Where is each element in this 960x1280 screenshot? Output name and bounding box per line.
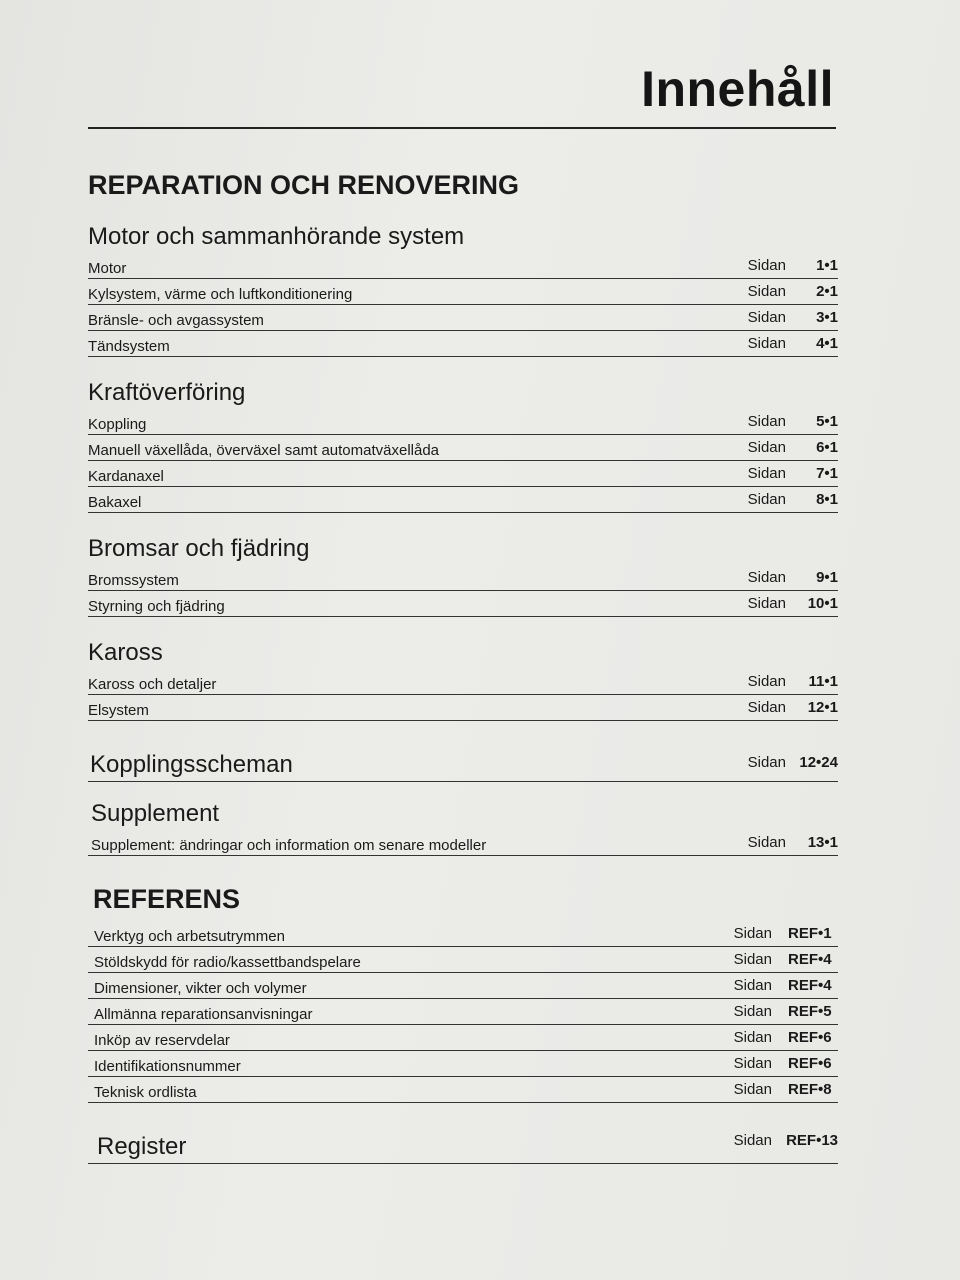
sidan-label: Sidan xyxy=(733,1081,772,1098)
page-number: 2•1 xyxy=(816,283,838,300)
toc-entry[interactable] xyxy=(88,591,838,617)
page-number: 13•1 xyxy=(807,834,838,851)
entry-label: Verktyg och arbetsutrymmen xyxy=(94,928,285,945)
page-title: Innehåll xyxy=(641,61,834,117)
sidan-label: Sidan xyxy=(747,257,786,274)
page-number: REF•6 xyxy=(788,1029,832,1046)
entry-label: Allmänna reparationsanvisningar xyxy=(94,1006,313,1023)
sidan-label: Sidan xyxy=(733,1132,772,1149)
sidan-label: Sidan xyxy=(747,413,786,430)
sidan-label: Sidan xyxy=(747,283,786,300)
toc-entry[interactable] xyxy=(88,461,838,487)
entry-label: Stöldskydd för radio/kassettbandspelare xyxy=(94,954,361,971)
repair-groups xyxy=(88,223,838,721)
entry-label: Motor xyxy=(88,260,127,277)
toc-entry[interactable] xyxy=(88,695,838,721)
sidan-label: Sidan xyxy=(733,1029,772,1046)
sidan-label: Sidan xyxy=(747,309,786,326)
toc-entry[interactable] xyxy=(88,305,838,331)
page-number: REF•8 xyxy=(788,1081,832,1098)
toc-entry[interactable] xyxy=(88,830,838,856)
page-number: 11•1 xyxy=(808,673,838,690)
toc-group xyxy=(88,223,838,357)
sidan-label: Sidan xyxy=(733,1003,772,1020)
sidan-label: Sidan xyxy=(747,699,786,716)
entry-label: Bränsle- och avgassystem xyxy=(88,312,264,329)
entry-label: Elsystem xyxy=(88,702,149,719)
page-number: REF•4 xyxy=(788,977,832,994)
page-number: 1•1 xyxy=(816,257,838,274)
sidan-label: Sidan xyxy=(747,673,786,690)
sidan-label: Sidan xyxy=(747,754,786,771)
toc-content xyxy=(88,170,838,1164)
toc-entry[interactable] xyxy=(88,1051,838,1077)
toc-entry[interactable] xyxy=(88,409,838,435)
sidan-label: Sidan xyxy=(747,335,786,352)
entry-label: Styrning och fjädring xyxy=(88,598,225,615)
page-number: 3•1 xyxy=(816,309,838,326)
section-title-repair: REPARATION OCH RENOVERING xyxy=(88,170,520,200)
page-number: 5•1 xyxy=(816,413,838,430)
entry-label: Identifikationsnummer xyxy=(94,1058,241,1075)
supplement-group xyxy=(88,800,838,856)
reference-rows xyxy=(88,921,838,1103)
toc-entry[interactable] xyxy=(88,331,838,357)
page-number: REF•4 xyxy=(788,951,832,968)
register-title: Register xyxy=(97,1133,187,1160)
entry-label: Inköp av reservdelar xyxy=(94,1032,230,1049)
page-number: REF•6 xyxy=(788,1055,832,1072)
sidan-label: Sidan xyxy=(747,439,786,456)
page-number: REF•13 xyxy=(786,1132,838,1149)
reference-section xyxy=(88,884,838,1103)
entry-label: Manuell växellåda, överväxel samt automatväxellåda xyxy=(88,442,440,459)
toc-entry[interactable] xyxy=(88,253,838,279)
entry-label: Tändsystem xyxy=(88,338,170,355)
page-number: 6•1 xyxy=(816,439,838,456)
toc-entry[interactable] xyxy=(88,435,838,461)
page-number: REF•5 xyxy=(788,1003,832,1020)
entry-label: Koppling xyxy=(88,416,147,433)
section-title-reference: REFERENS xyxy=(93,884,241,914)
entry-label: Bakaxel xyxy=(88,494,142,511)
page-number: 9•1 xyxy=(816,569,838,586)
sidan-label: Sidan xyxy=(733,925,772,942)
toc-entry[interactable] xyxy=(88,947,838,973)
sidan-label: Sidan xyxy=(747,465,786,482)
page-number: 7•1 xyxy=(816,465,838,482)
sidan-label: Sidan xyxy=(747,595,786,612)
toc-entry[interactable] xyxy=(88,921,838,947)
toc-entry[interactable] xyxy=(88,973,838,999)
group-title: Kaross xyxy=(88,639,163,666)
wiring-title: Kopplingsscheman xyxy=(90,751,293,778)
toc-entry[interactable] xyxy=(88,487,838,513)
toc-entry[interactable] xyxy=(88,565,838,591)
sidan-label: Sidan xyxy=(747,491,786,508)
toc-group xyxy=(88,639,838,721)
toc-group xyxy=(88,535,838,617)
group-title: Bromsar och fjädring xyxy=(88,535,310,562)
page-number: 8•1 xyxy=(816,491,838,508)
sidan-label: Sidan xyxy=(747,569,786,586)
page-number: REF•1 xyxy=(788,925,832,942)
group-title: Motor och sammanhörande system xyxy=(88,223,465,250)
sidan-label: Sidan xyxy=(733,951,772,968)
entry-label: Kylsystem, värme och luftkonditionering xyxy=(88,286,353,303)
group-title: Kraftöverföring xyxy=(88,379,246,406)
title-divider xyxy=(88,127,836,129)
sidan-label: Sidan xyxy=(747,834,786,851)
toc-group xyxy=(88,379,838,513)
page-number: 10•1 xyxy=(807,595,838,612)
page-number: 12•24 xyxy=(799,754,838,771)
toc-entry[interactable] xyxy=(88,669,838,695)
toc-entry[interactable] xyxy=(88,999,838,1025)
entry-label: Bromssystem xyxy=(88,572,179,589)
toc-entry[interactable] xyxy=(88,1077,838,1103)
toc-entry[interactable] xyxy=(88,279,838,305)
sidan-label: Sidan xyxy=(733,1055,772,1072)
entry-label: Kardanaxel xyxy=(88,468,164,485)
page-number: 12•1 xyxy=(807,699,838,716)
toc-entry-wiring[interactable] xyxy=(88,745,838,782)
group-title-supplement: Supplement xyxy=(91,800,220,827)
entry-label: Dimensioner, vikter och volymer xyxy=(94,980,307,997)
toc-entry-register[interactable] xyxy=(88,1125,838,1164)
entry-label: Teknisk ordlista xyxy=(94,1084,197,1101)
sidan-label: Sidan xyxy=(733,977,772,994)
entry-label: Kaross och detaljer xyxy=(88,676,217,693)
page-number: 4•1 xyxy=(816,335,838,352)
supplement-rows xyxy=(88,830,838,856)
toc-entry[interactable] xyxy=(88,1025,838,1051)
entry-label: Supplement: ändringar och information om senare modeller xyxy=(91,837,487,854)
